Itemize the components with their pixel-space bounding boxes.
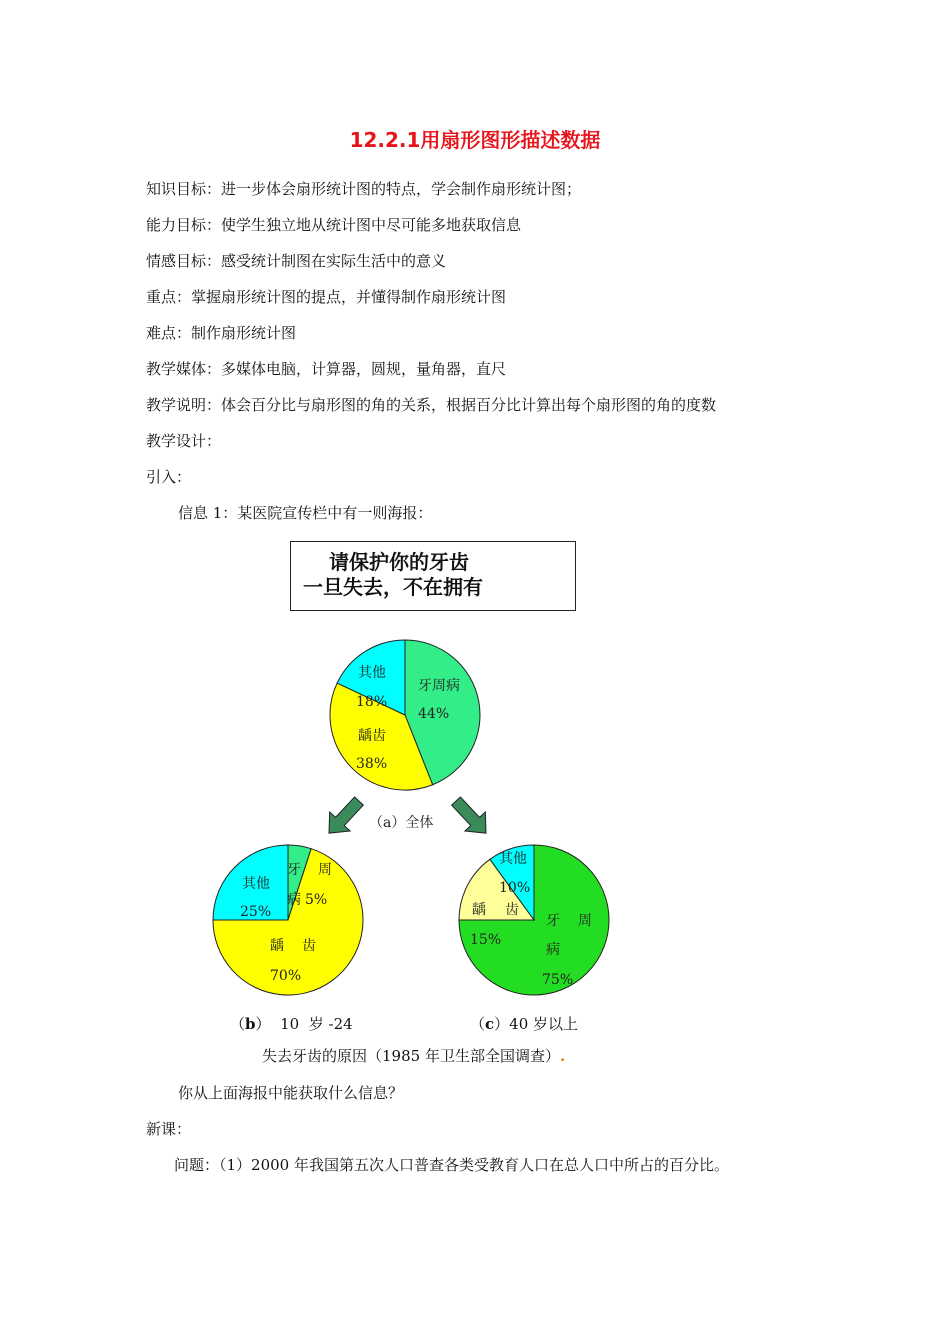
poster-line-2: 一旦失去，不在拥有: [303, 575, 483, 599]
arrow-to-chart-b: [319, 791, 369, 842]
chart-c-caption: （c）40 岁以上: [470, 1015, 579, 1033]
teaching-media: 教学媒体：多媒体电脑，计算器，圆规，量角器，直尺: [146, 360, 507, 378]
arrow-to-chart-c: [446, 791, 496, 842]
chart-c-label-periodontal-3: 病: [546, 942, 560, 958]
teaching-design: 教学设计：: [146, 432, 222, 450]
chart-b-value-caries: 70%: [270, 968, 302, 984]
page-title: 12.2.1用扇形图形描述数据: [349, 128, 601, 152]
chart-c-value-caries: 15%: [470, 932, 502, 948]
chart-a-label-periodontal: 牙周病: [418, 678, 460, 694]
key-point: 重点：掌握扇形统计图的提点，并懂得制作扇形统计图: [146, 288, 507, 306]
new-lesson: 新课：: [146, 1120, 192, 1138]
poster-line-1: 请保护你的牙齿: [329, 550, 469, 574]
chart-a-caption: （a）全体: [369, 815, 434, 831]
chart-c-value-other: 10%: [499, 880, 531, 896]
ability-objective: 能力目标：使学生独立地从统计图中尽可能多地获取信息: [146, 216, 522, 234]
chart-a-value-other: 18%: [356, 694, 388, 710]
knowledge-objective: 知识目标：进一步体会扇形统计图的特点，学会制作扇形统计图；: [146, 180, 582, 198]
teaching-explanation: 教学说明：体会百分比与扇形图的角的关系，根据百分比计算出每个扇形图的角的度数: [146, 396, 717, 414]
difficulty: 难点：制作扇形统计图: [146, 324, 297, 342]
emotion-objective: 情感目标：感受统计制图在实际生活中的意义: [146, 252, 447, 270]
chart-c-label-caries-1: 龋: [472, 902, 486, 918]
chart-c-value-periodontal: 75%: [542, 972, 574, 988]
chart-a-value-caries: 38%: [356, 756, 388, 772]
chart-b-label-periodontal-3: 病: [287, 892, 301, 908]
chart-b-label-periodontal-2: 周: [318, 862, 332, 878]
chart-a-value-periodontal: 44%: [418, 706, 450, 722]
chart-b-value-other: 25%: [240, 904, 272, 920]
chart-b-label-other: 其他: [242, 876, 270, 892]
info-1: 信息 1：某医院宣传栏中有一则海报：: [178, 504, 433, 522]
chart-b-label-caries-2: 齿: [302, 938, 316, 954]
poster-question: 你从上面海报中能获取什么信息？: [178, 1084, 404, 1102]
chart-c-label-other: 其他: [499, 851, 527, 867]
figure-caption: 失去牙齿的原因（1985 年卫生部全国调查）.: [262, 1047, 566, 1065]
chart-b-value-periodontal: 5%: [305, 892, 328, 908]
chart-a-label-other: 其他: [358, 665, 386, 681]
chart-b-label-caries-1: 龋: [270, 938, 284, 954]
chart-b-caption: （b） 10 岁 -24: [230, 1015, 353, 1033]
chart-c-label-periodontal-2: 周: [578, 913, 592, 929]
chart-b-label-periodontal-1: 牙: [287, 862, 301, 878]
chart-c-label-caries-2: 齿: [505, 902, 519, 918]
introduction: 引入：: [146, 468, 192, 486]
chart-c-label-periodontal-1: 牙: [546, 913, 560, 929]
problem-1: 问题：（1）2000 年我国第五次人口普查各类受教育人口在总人口中所占的百分比。: [174, 1156, 729, 1174]
chart-a-label-caries: 龋齿: [358, 728, 386, 744]
